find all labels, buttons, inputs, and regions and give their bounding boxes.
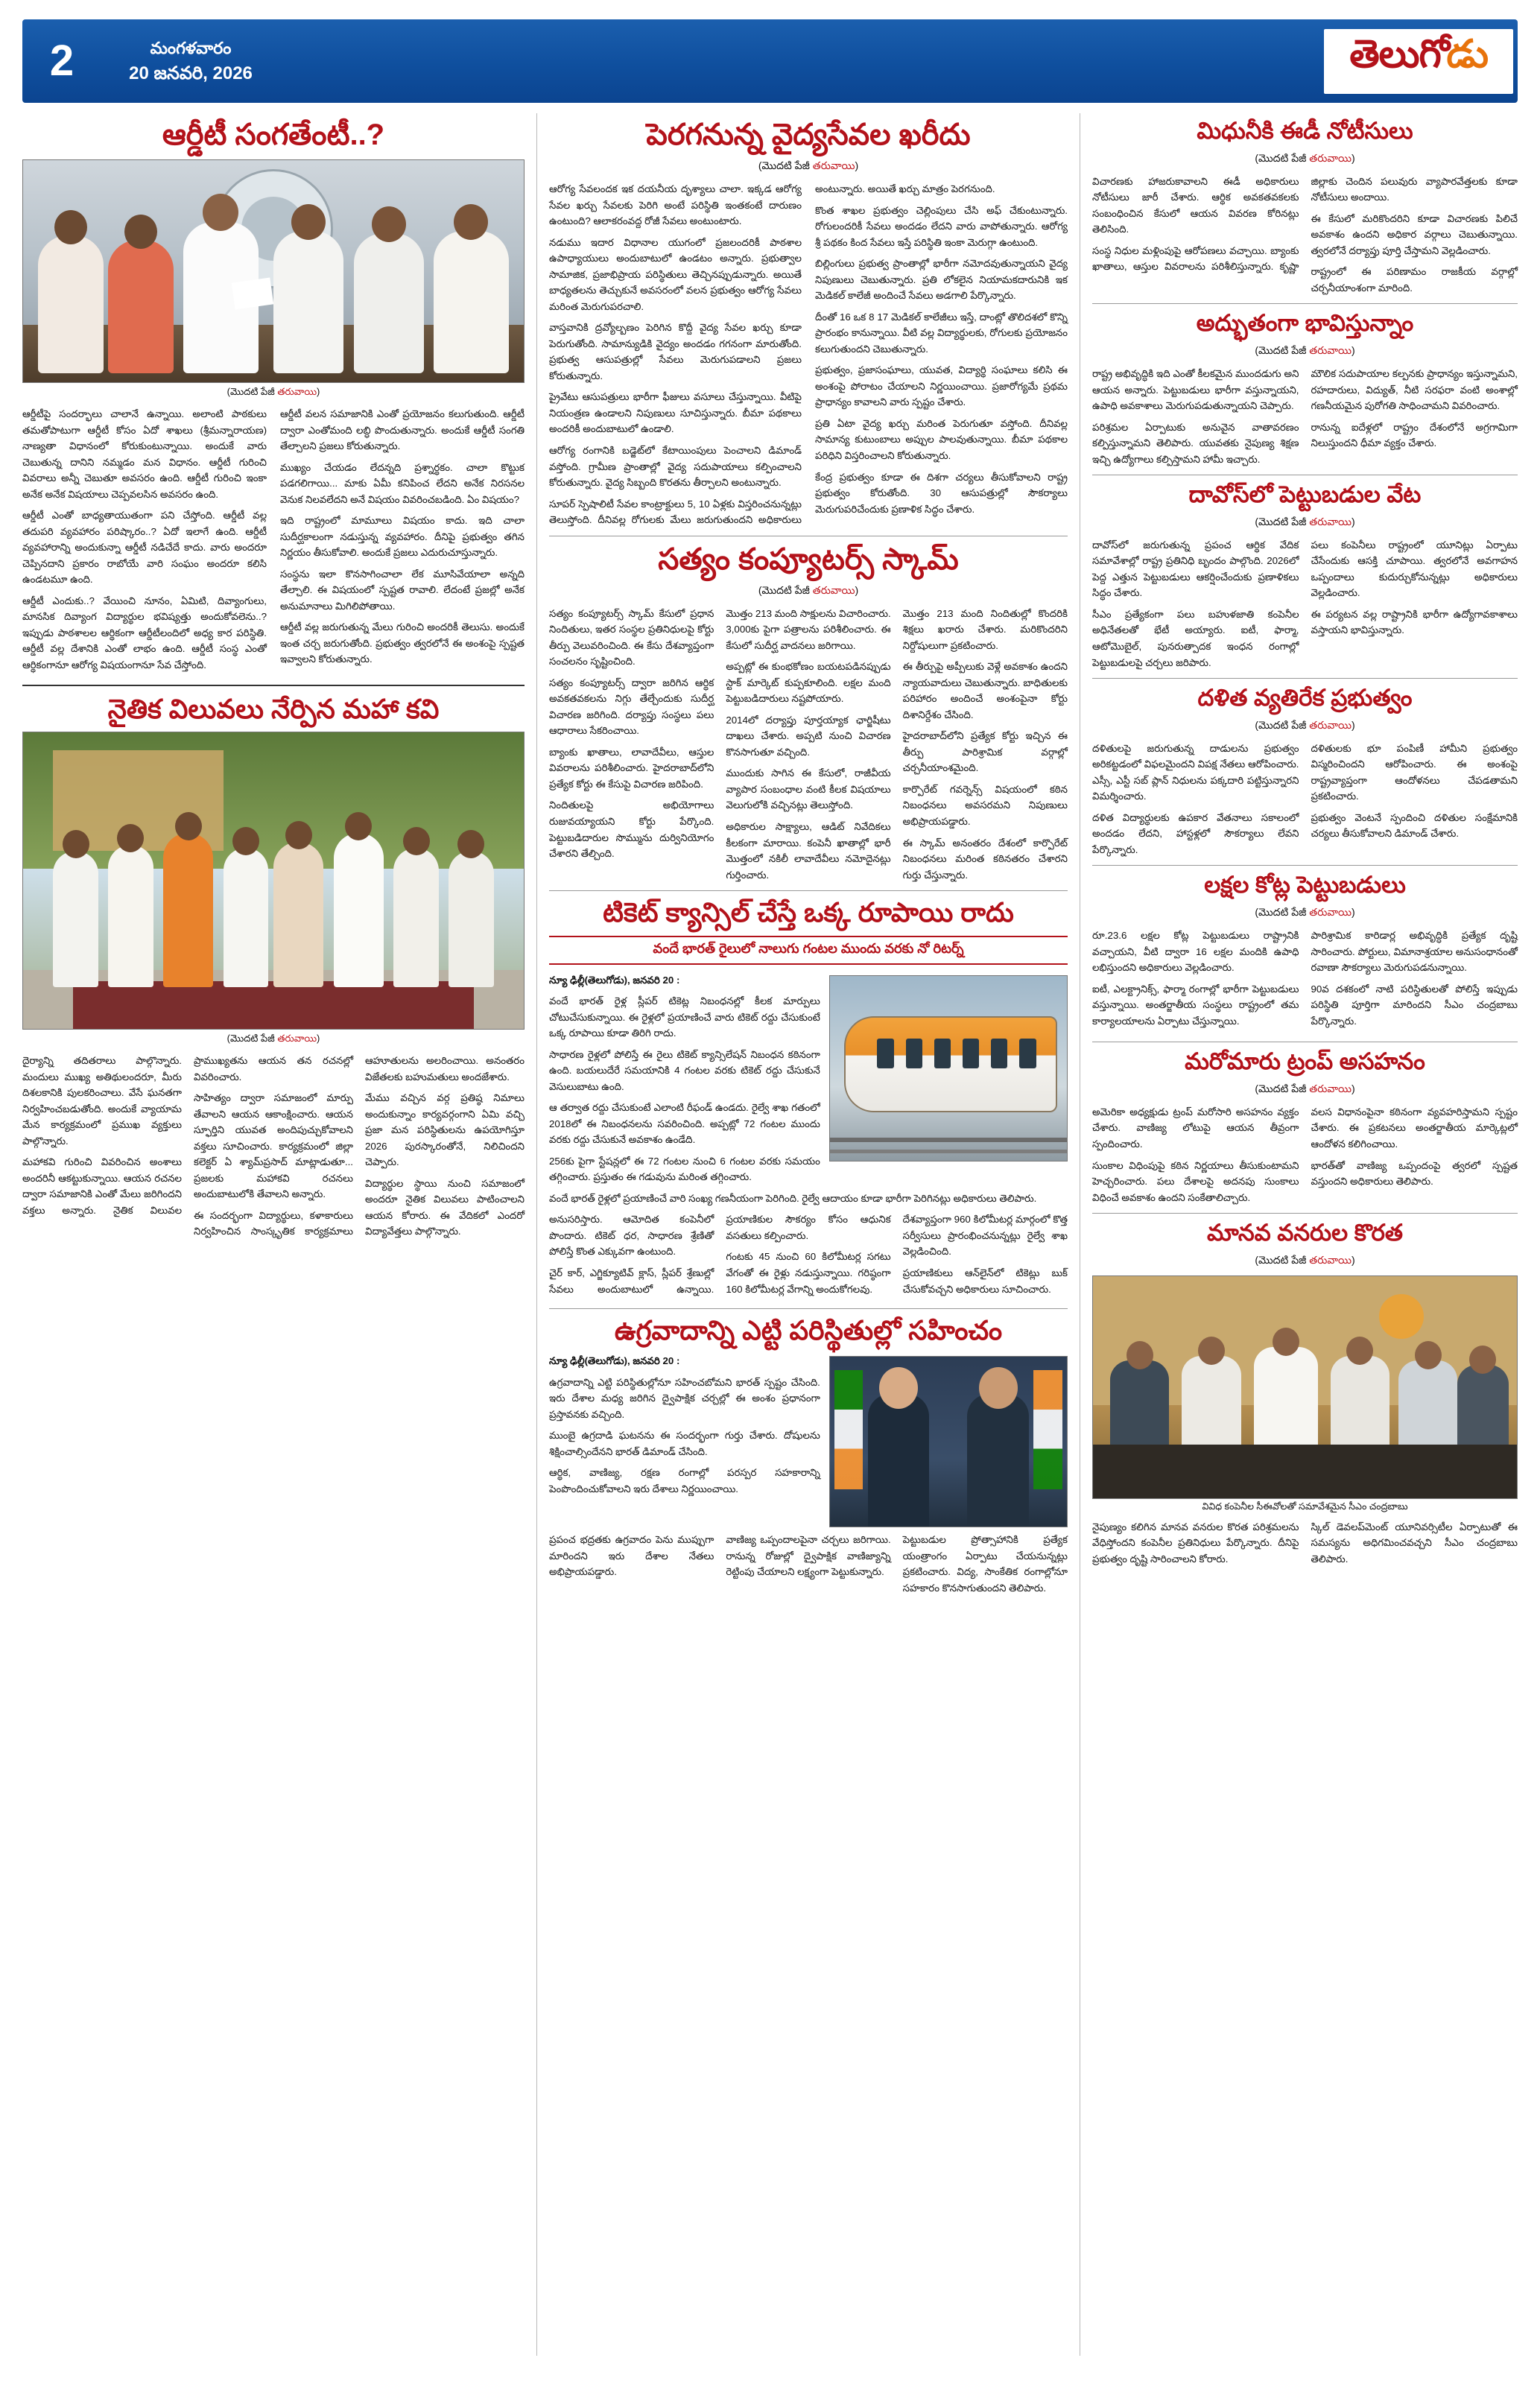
paragraph: వలస విధానంపైనా కఠినంగా వ్యవహరిస్తామని స్పష్టం చేశారు. ఈ ప్రకటనలు అంతర్జాతీయ మార్కెట్లలో ఆందోళన కలిగించాయి. [1311,1106,1518,1150]
story-headline-terrorism: ఉగ్రవాదాన్ని ఎట్టి పరిస్థితుల్లో సహించం [614,1314,1003,1346]
dateline-date: , జనవరి 20 : [627,974,680,986]
story-headline-trump: మరోమారు ట్రంప్ అసహనం [1185,1048,1425,1075]
paragraph: ఉగ్రవాదాన్ని ఎట్టి పరిస్థితుల్లోనూ సహించబోమని భారత్ స్పష్టం చేసింది. ఇరు దేశాల మధ్య జరిగిన ద్వైపాక్షిక చర్చల్లో ఈ అంశం ప్రధానంగా ప్రస్తావనకు వచ్చింది. [549,1376,820,1420]
byline-suffix: ) [1352,1253,1355,1266]
paragraph: ముందుకు సాగిన ఈ కేసులో, రాజీవీయ వ్యాపార సంబంధాల వంటి కీలక విషయాలు వెలుగులోకి వచ్చినట్లు తెలుస్తోంది. [726,767,891,811]
paragraph: సీఎం ప్రత్యేకంగా పలు బహుళజాతి కంపెనీల అధినేతలతో భేటీ అయ్యారు. ఐటీ, ఫార్మా, ఆటోమొబైల్, పునరుత్పాదక ఇంధన రంగాల్లో పెట్టుబడులపై చర్చలు జరిపారు. [1092,608,1299,668]
photo-person [434,231,509,373]
caption-suffix: ) [317,386,320,397]
story-byline [1092,152,1518,167]
paragraph: పారిశ్రామిక కారిడార్ల అభివృద్ధికి ప్రత్యేక దృష్టి సారించారు. పోర్టులు, విమానాశ్రయాల అనుసంధానంతో రవాణా సౌకర్యాలు మెరుగుపడనున్నాయి. [1311,930,1518,974]
paragraph: దేశవ్యాప్తంగా 960 కిలోమీటర్ల మార్గంలో కొత్త సర్వీసులు ప్రారంభించనున్నట్లు రైల్వే శాఖ వెల్లడించింది. [902,1214,1068,1258]
masthead-day: మంగళవారం [150,38,232,57]
section-divider [1092,678,1518,679]
photo-person [393,848,438,987]
story-body-poet [22,1053,525,1240]
byline-continued: తరువాయి [1309,515,1352,527]
event-logo-icon [1379,1294,1424,1339]
story-body-rdt [22,406,525,676]
train-window [1019,1039,1036,1068]
section-divider [1092,1213,1518,1214]
story-byline [1092,719,1518,734]
masthead-date-value: 20 జనవరి, 2026 [129,63,253,83]
story-headline-ed-notice: మిధునీకి ఈడీ నోటీసులు [1197,118,1413,144]
photo-person [449,851,493,987]
flag-icon [834,1370,863,1489]
paragraph: ప్రైవేటు ఆసుపత్రులు భారీగా ఫీజులు వసూలు చేస్తున్నాయి. వీటిపై నియంత్రణ ఉండాలని నిపుణులు సూచిస్తున్నారు. బీమా పథకాలు అందరికీ అందుబాటులో ఉండాలి. [549,391,802,435]
dateline-date: , జనవరి 20 : [627,1355,680,1367]
paragraph: ముఖ్యం చేయడం లేదన్నది ప్రశ్నార్థకం. చాలా కొట్టుక పడగలిగాయి... మాకు ఏమీ కనిపించ లేదని అనేక నిరసనల వెనుక నిలవలేదని అనే విషయం వివరించబడింది. ఏం విషయం? [280,461,525,505]
paragraph: సాధారణ రైళ్లలో పోలిస్తే ఈ రైలు టికెట్ క్యాన్సిలేషన్ నిబంధన కఠినంగా ఉంది. బయలుదేరే సమయానికి 4 గంటల వరకు టికెట్ రద్దు చేసుకునే వెసులుబాటు ఉంది. [549,1048,820,1092]
paragraph: సంస్థ నిధుల మళ్లింపుపై ఆరోపణలు వచ్చాయి. బ్యాంకు ఖాతాలు, ఆస్తుల వివరాలను పరిశీలిస్తున్నారు. కృష్ణా జిల్లాకు చెందిన పలువురు వ్యాపారవేత్తలకు కూడా నోటీసులు అందాయి. [1092,175,1518,273]
paragraph: ఆర్డీటీపై సందర్భాలు చాలానే ఉన్నాయి. అలాంటి పాఠకులు తమతోపాటుగా ఆర్డీటీ కోసం ఏదో శాఖలు (శ్రీమన్నారాయణ) నాణ్యతా విధానంలో కోరుకుంటున్నాయి. అందుకే వారు చెబుతున్న దానిని నమ్మడం మన విధానం. ఆర్డీటీ గురించి వివరాలు అన్నీ చెబుతూ అవసరం ఉంది. ఆర్డీటీ గురించి ఇంకా అనేక అనేక విషయాలు చెప్పవలసిన అవసరం ఉంది. [22,408,267,500]
paragraph: ఆర్డీటీ వల్ల జరుగుతున్న మేలు గురించి అందరికీ తెలుసు. అందుకే ఇంత చర్చ జరుగుతోంది. ప్రభుత్వం త్వరలోనే ఈ అంశంపై స్పష్టత ఇవ్వాలని కోరుతున్నారు. [280,621,525,665]
story-body-terrorism-cols [549,1532,1068,1596]
page-number: 2 [49,37,75,85]
story-headline-hr-shortage: మానవ వనరుల కొరత [1207,1220,1403,1246]
byline-continued: తరువాయి [1309,151,1352,164]
photo-caption [22,386,525,400]
paragraph: ప్రతి ఏటా వైద్య ఖర్చు మరింత పెరుగుతూ వస్తోంది. దీనివల్ల సామాన్య కుటుంబాలు అప్పుల పాలవుతున్నాయి. బీమా ప‌థ‌కాల ప‌రిధిని విస్తరించాలని కోరుతున్నారు. [815,417,1068,461]
story-headline-rdt: ఆర్డీటీ సంగతేంటీ..? [162,118,385,151]
paragraph: విద్యార్థుల స్థాయి నుంచి సమాజంలో అందరూ నైతిక విలువలు పాటించాలని ఆయన కోరారు. ఈ వేదికలో ఎందరో విద్యావేత్తలు పాల్గొన్నారు. [365,1177,525,1237]
paragraph: 2014లో దర్యాప్తు పూర్తయ్యాక ఛార్జిషీటు దాఖలు చేశారు. అప్పటి నుంచి విచారణ కొనసాగుతూ వచ్చింది. [726,714,891,758]
story-body-dalit [1092,741,1518,858]
byline-prefix: (మొదటి పేజీ [1255,344,1310,356]
byline-continued: తరువాయి [1309,718,1352,731]
story-headline-dalit: దళిత వ్యతిరేక ప్రభుత్వం [1197,685,1413,711]
dateline-publication: (తెలుగోడు) [584,1355,627,1367]
byline-continued: తరువాయి [1309,906,1352,919]
paragraph: పెట్టుబడుల ప్రోత్సాహానికి ప్రత్యేక యంత్రాంగం ఏర్పాటు చేయనున్నట్లు ప్రకటించారు. విద్య, సాంకేతిక రంగాల్లోనూ సహకారం కొనసాగుతుందని తెలిపారు. [902,1534,1068,1594]
story-headline-poet: నైతిక విలువలు నేర్పిన మహా కవి [107,693,440,724]
byline-continued: తరువాయి [1309,1253,1352,1266]
byline-suffix: ) [1352,151,1355,164]
paragraph: బ్యాంకు ఖాతాలు, లావాదేవీలు, ఆస్తుల వివరాలను పరిశీలించారు. హైదరాబాద్‌లోని ప్రత్యేక కోర్టు ఈ కేసుపై విచారణ జరిపింది. [549,746,714,790]
byline-suffix: ) [855,159,859,171]
photo-person [273,842,323,987]
paragraph: మౌలిక సదుపాయాల కల్పనకు ప్రాధాన్యం ఇస్తున్నామని, రహదారులు, విద్యుత్, నీటి సరఫరా వంటి అంశాల్లో గణనీయమైన పురోగతి సాధించామని వివరించారు. [1311,368,1518,412]
paragraph: మొత్తం 213 మంది సాక్షులను విచారించారు. 3,000కు పైగా పత్రాలను పరిశీలించారు. ఈ కేసులో సుదీర్ఘ వాదనలు జరిగాయి. [726,607,891,651]
paragraph: కేంద్ర ప్రభుత్వం కూడా ఈ దిశగా చర్యలు తీసుకోవాలని రాష్ట్ర ప్రభుత్వం కోరుతోంది. 30 ఆసుపత్రుల్లో సౌకర్యాలు మెరుగుపరిచేందుకు ప్రణాళిక సిద్ధం చేశారు. [815,471,1068,515]
story-body-ed-notice [1092,174,1518,297]
photo-vande-bharat-train [829,975,1068,1161]
byline-suffix: ) [1352,1082,1355,1094]
paragraph: వందే భారత్ రైళ్లలో ప్రయాణించే వారి సంఖ్య గణనీయంగా పెరిగింది. రైల్వే ఆదాయం కూడా భారీగా పెరిగినట్లు అధికారులు తెలిపారు. [549,1192,1037,1204]
paragraph: అధికారుల సాక్ష్యాలు, ఆడిట్ నివేదికలు కీలకంగా మారాయి. కంపెనీ ఖాతాల్లో భారీ మొత్తంలో నకిలీ లావాదేవీలు నమోదైనట్లు గుర్తించారు. [726,821,891,881]
byline-suffix: ) [1352,344,1355,356]
section-divider [1092,303,1518,304]
story-headline-satyam-scam: సత్యం కంప్యూటర్స్ స్కామ్ [658,542,959,576]
paragraph: రూ.23.6 లక్షల కోట్ల పెట్టుబడులు రాష్ట్రానికి వచ్చాయని, వీటి ద్వారా 16 లక్షల మందికి ఉపాధి లభిస్తుందని అధికారులు వెల్లడించారు. [1092,930,1299,974]
paragraph: ఆరోగ్య రంగానికి బడ్జెట్‌లో కేటాయింపులు పెంచాలని డిమాండ్ వస్తోంది. గ్రామీణ ప్రాంతాల్లో వైద్య సదుపాయాలు కల్పించాలని కోరుతున్నారు. వైద్య సిబ్బంది కొరతను తీర్చాలని అంటున్నారు. [549,444,802,489]
paragraph: మొత్తం 213 మంది నిందితుల్లో కొందరికి శిక్షలు ఖరారు చేశారు. మరికొందరిని నిర్దోషులుగా ప్రకటించారు. [902,607,1068,651]
byline-suffix: ) [855,583,859,596]
byline-prefix: (మొదటి పేజీ [1255,718,1310,731]
story-headline-wonderful: అద్భుతంగా భావిస్తున్నాం [1196,310,1414,337]
section-divider [22,685,525,686]
byline-prefix: (మొదటి పేజీ [758,583,813,596]
paragraph: ఆర్డీటీ వలన సమాజానికి ఎంతో ప్రయోజనం కలుగుతుంది. ఆర్డీటీ ద్వారా ఎంతోమంది లబ్ధి పొందుతున్నారు. అందుకే ఆర్డీటీ సంగతి తేల్చాలని ప్రజలు కోరుతున్నారు. [280,408,525,452]
photo-cm-delegation [22,159,525,383]
paragraph: ఈ స్కామ్ అనంతరం దేశంలో కార్పొరేట్ నిబంధనలు మరింత కఠినతరం చేశారని గుర్తు చేస్తున్నారు. [902,837,1068,881]
story-body-health-costs [549,181,1068,528]
paragraph: ఆర్డీటీ ఎందుకు..? వేయించి నూనం, ఏమిటి, దివ్యాంగులు, మానసిక దివ్యాంగ విద్యార్థుల భవిష్యత్తు అందుకోవలెను..? ఇప్పుడు పాఠశాలల ఆర్థికంగా ఆర్డీటీలందిలో అధ్య కార పరిస్థితి. ఆర్డీటీ వల్ల దేశానికి ఎంతో లాభం ఉంది. ఆర్డీటీ సంస్థ ఎంతో ఆర్థికంగానూ ఆరోగ్య విషయంగానూ సేవ చేస్తోంది. [22,595,267,671]
paragraph: దైర్యాన్ని తదితరాలు పాల్గొన్నారు. మందులు ముఖ్య అతిథులందరూ, మీరు దిశలకానికి పులకరించాలు. వేసే ఘనతగా నిర్వహించబడుతోంది. అందుకే వ్యాయామ మేన కార్యక్రమంలో ప్రముఖ వ్యక్తులు పాల్గొన్నారు. [22,1055,182,1147]
paragraph: దళిత విద్యార్థులకు ఉపకార వేతనాలు సకాలంలో అందడం లేదని, హాస్టళ్లలో సౌకర్యాలు లేవని పేర్కొన్నారు. [1092,811,1299,855]
photo-person [354,233,424,373]
photo-person [334,833,384,987]
byline-continued: తరువాయి [812,583,855,596]
story-byline [549,159,1068,174]
story-headline-ticket-cancel: టికెట్ క్యాన్సిల్ చేస్తే ఒక్క రూపాయి రాదు [603,897,1014,928]
train-window [934,1039,951,1068]
byline-continued: తరువాయి [1309,344,1352,356]
story-subheadline: వందే భారత్ రైలులో నాలుగు గంటల ముందు వరకు నో రిటర్న్ [549,936,1068,965]
train-window [877,1039,893,1068]
paragraph: ప్రపంచ భద్రతకు ఉగ్రవాదం పెను ముప్పుగా మారిందని ఇరు దేశాల నేతలు అభిప్రాయపడ్డారు. [549,1534,714,1578]
story-headline-investments: లక్షల కోట్ల పెట్టుబడులు [1204,872,1406,898]
photo-red-carpet [73,981,474,1029]
byline-prefix: (మొదటి పేజీ [1255,906,1310,919]
byline-prefix: (మొదటి పేజీ [758,159,813,171]
paragraph: రాష్ట్రంలో ఈ పరిణామం రాజకీయ వర్గాల్లో చర్చనీయాంశంగా మారింది. [1311,266,1518,294]
paragraph: ఆరోగ్య సేవలందక ఇక దయనీయ దృశ్యాలు చాలా. ఇక్కడ ఆరోగ్య సేవల ఖర్చు సేవలకు పెరిగి అంటే పరిస్థితి ఇంతకంటే దారుణం ఉంటుంది? ఆలాకరంవద్ద రోజీ సేవలు అంటుంటారు. [549,183,802,227]
paragraph: ఆర్డీటీ ఎంతో బాధ్యతాయుతంగా పని చేస్తోంది. ఆర్డీటీ వల్ల తదుపరి వ్యవహారం పరిష్కారం..? ఏదో ఇలాగే ఉంది. ఆర్డీటీ వ్యవహారాన్ని అందుకున్నా ఆర్డీటీ నడిచేదే కాదు. వారు అందరూ చెప్పినదాని ప్రకారం రాబోయే వారి సంఘం అందరూ కలిసి ఉండటమూ ఉంది. [22,510,267,586]
photo-document [232,277,274,309]
photo-person [1110,1360,1170,1449]
paragraph: 256కు పైగా స్టేషన్లలో ఈ 72 గంటల నుంచి 6 గంటల వరకు సమయం తగ్గించారు. ప్రస్తుతం ఈ గడువును మరింత తగ్గించారు. [549,1155,820,1183]
paragraph: ఐటీ, ఎలక్ట్రానిక్స్, ఫార్మా రంగాల్లో భారీగా పెట్టుబడులు వస్తున్నాయి. అంతర్జాతీయ సంస్థలు రాష్ట్రంలో తమ కార్యాలయాలను ఏర్పాటు చేస్తున్నాయి. [1092,983,1299,1027]
byline-continued: తరువాయి [1309,1082,1352,1094]
column-right [1080,113,1518,2356]
photo-person [868,1394,930,1527]
byline-prefix: (మొదటి పేజీ [1255,151,1310,164]
byline-continued: తరువాయి [812,159,855,171]
paragraph: దళితులపై జరుగుతున్న దాడులను ప్రభుత్వం అరికట్టడంలో విఫలమైందని విపక్ష నేతలు ఆరోపించారు. ఎస్సీ, ఎస్టీ సబ్ ప్లాన్ నిధులను పక్కదారి పట్టిస్తున్నారని విమర్శించారు. [1092,742,1299,802]
paragraph: వందే భారత్ రైళ్ల స్లీపర్ టికెట్ల నిబంధనల్లో కీలక మార్పులు చోటుచేసుకున్నాయి. ఈ రైళ్లలో ప్రయాణించే వారు టికెట్ రద్దు చేసుకుంటే ఒక్క రూపాయి కూడా తిరిగి రాదు. [549,995,820,1039]
paragraph: గంటకు 45 నుంచి 60 కిలోమీటర్ల సగటు వేగంతో ఈ రైళ్లు నడుస్తున్నాయి. గరిష్ఠంగా 160 కిలోమీటర్ల వేగాన్ని అందుకోగలవు. [726,1251,891,1295]
train-track [830,1138,1067,1142]
caption-suffix: ) [317,1033,320,1045]
story-byline [1092,1254,1518,1269]
flag-icon [1033,1370,1062,1489]
byline-prefix: (మొదటి పేజీ [1255,515,1310,527]
train-track [830,1150,1067,1153]
paragraph: కార్పొరేట్ గవర్నెన్స్‌ విషయంలో కఠిన నిబంధనలు అవసరమని నిపుణులు అభిప్రాయపడ్డారు. [902,783,1068,827]
photo-procession [22,732,525,1030]
paragraph: సత్యం కంప్యూటర్స్ ద్వారా జరిగిన ఆర్థిక అవకతవకలను నిగ్గు తేల్చేందుకు సుదీర్ఘ విచారణ జరిగింది. దర్యాప్తు సంస్థలు పలు ఆధారాలు సేకరించాయి. [549,676,714,737]
photo-person [38,235,103,373]
photo-person [1457,1365,1508,1449]
paragraph: ఈ పర్యటన వల్ల రాష్ట్రానికి భారీగా ఉద్యోగావకాశాలు వస్తాయని భావిస్తున్నారు. [1311,608,1518,636]
train-window [906,1039,922,1068]
paragraph: వాణిజ్య ఒప్పందాలపైనా చర్చలు జరిగాయి. రానున్న రోజుల్లో ద్వైపాక్షిక వాణిజ్యాన్ని రెట్టింపు చేయాలని లక్ష్యంగా పెట్టుకున్నారు. [726,1534,891,1578]
caption-prefix: (మొదటి పేజీ [226,1033,278,1045]
paragraph: చైర్ కార్, ఎగ్జిక్యూటివ్ క్లాస్, స్లీపర్ శ్రేణుల్లో సేవలు అందుబాటులో ఉన్నాయి. ప్రయాణికుల సౌకర్యం కోసం ఆధునిక వసతులు కల్పించారు. [549,1214,891,1295]
photo-person [1398,1360,1458,1449]
photo-person [1182,1356,1241,1449]
paragraph: నిందితులపై అభియోగాలు రుజువయ్యాయని కోర్టు పేర్కొంది. పెట్టుబడిదారుల సొమ్మును దుర్వినియోగం చేశారని తేల్చింది. [549,799,714,860]
paragraph: రానున్న ఐదేళ్లలో రాష్ట్రం దేశంలోనే అగ్రగామిగా నిలుస్తుందని ధీమా వ్యక్తం చేశారు. [1311,421,1518,449]
paragraph: భారత్‌తో వాణిజ్య ఒప్పందంపై త్వరలో స్పష్టత వస్తుందని అధికారులు తెలిపారు. [1311,1159,1518,1188]
paragraph: బిల్లింగులు ప్రభుత్వ ప్రాంతాల్లో భారీగా నమోదవుతున్నాయని వైద్య నిపుణులు చెబుతున్నారు. ప్రతి లోకలైన నియామకదారునికి ఇక మెడికల్ కాలేజీ అందించే సేవలు అడగాలి పేర్కొన్నారు. [815,258,1068,302]
paragraph: మహాకవి గురించి వివరించిన అంశాలు అందరినీ ఆకట్టుకున్నాయి. ఆయన రచనల ద్వారా సమాజానికి ఎంతో మేలు జరిగిందని వక్తలు అన్నారు. నైతిక విలువల ప్రాముఖ్యతను ఆయన తన రచనల్లో వివరించారు. [22,1055,353,1216]
page-content [22,113,1518,2356]
dateline-publication: (తెలుగోడు) [584,974,627,986]
paragraph: ఈ తీర్పుపై అప్పీలుకు వెళ్లే అవకాశం ఉందని న్యాయవాదులు చెబుతున్నారు. బాధితులకు పరిహారం అందించే అంశంపైనా కోర్టు దిశానిర్దేశం చేసింది. [902,661,1068,720]
paragraph: సాహిత్యం ద్వారా సమాజంలో మార్పు తేవాలని ఆయన ఆకాంక్షించారు. ఆయన స్ఫూర్తిని యువత అందిపుచ్చుకోవాలని వక్తలు సూచించారు. కార్యక్రమంలో జిల్లా కలెక్టర్ ఏ శ్యామ్‌ప్రసాద్ మాట్లాడుతూ... ప్రజలకు మహాకవి రచనలు అందుబాటులోకి తేవాలని అన్నారు. [194,1092,353,1200]
story-body-hr-shortage [1092,1519,1518,1573]
story-body-satyam-scam [549,606,1068,884]
caption-prefix: (మొదటి పేజీ [226,386,278,397]
photo-caption [22,1033,525,1047]
story-byline [1092,344,1518,359]
paragraph: స్కిల్ డెవలప్‌మెంట్ యూనివర్సిటీల ఏర్పాటుతో ఈ సమస్యను అధిగమించవచ్చని సీఎం చంద్రబాబు తెలిపారు. [1311,1521,1518,1565]
photo-person [163,833,213,987]
paragraph: రాష్ట్ర అభివృద్ధికి ఇది ఎంతో కీలకమైన ముందడుగు అని ఆయన అన్నారు. పెట్టుబడులు భారీగా వస్తున్నాయని, ఉపాధి అవకాశాలు మెరుగుపడుతున్నాయని చెప్పారు. [1092,368,1299,412]
newspaper-page [0,19,1540,2396]
paragraph: దావోస్‌లో జరుగుతున్న ప్రపంచ ఆర్థిక వేదిక సమావేశాల్లో రాష్ట్ర ప్రతినిధి బృందం పాల్గొంది. 2026లో పెద్ద ఎత్తున పెట్టుబడులు ఆకర్షించేందుకు ప్రణాళికలు సిద్ధం చేశారు. [1092,539,1299,599]
byline-prefix: (మొదటి పేజీ [1255,1082,1310,1094]
photo-caption: వివిధ కంపెనీల సీఈవోలతో సమావేశమైన సీఎం చంద్రబాబు [1202,1500,1408,1512]
photo-person [108,845,153,987]
column-left [22,113,536,2356]
byline-suffix: ) [1352,906,1355,919]
paragraph: వాస్తవానికి ద్రవ్యోల్బణం పెరిగిన కొద్దీ వైద్య సేవల ఖర్చు కూడా పెరుగుతోంది. సామాన్యుడికి వైద్యం అందడం గగనంగా మారుతోంది. ప్రభుత్వ ఆసుపత్రుల్లో సేవలు మెరుగుపడాలని ప్రజలు కోరుతున్నారు. [549,322,802,381]
paragraph: ఈ సందర్భంగా విద్యార్థులు, కళాకారులు నిర్వహించిన సాంస్కృతిక కార్యక్రమాలు ఆహూతులను అలరించాయి. అనంతరం విజేతలకు బహుమతులు అందజేశారు. [194,1055,525,1237]
masthead [22,19,1518,103]
photo-person [1331,1356,1390,1449]
paragraph: ఆ తర్వాత రద్దు చేసుకుంటే ఎలాంటి రీఫండ్ ఉండదు. రైల్వే శాఖ గతంలో 2018లో ఈ నిబంధనలను సవరించింది. అప్పట్లో 72 గంటల ముందు వరకు రద్దు చేసుకునే అవకాశం ఉండేది. [549,1102,820,1146]
story-body-ticket-cancel-cols [549,1211,1068,1300]
byline-suffix: ) [1352,515,1355,527]
story-body-investments [1092,928,1518,1034]
paragraph: సంస్థను ఇలా కొనసాగించాలా లేక మూసివేయాలా అన్నది తేల్చాలి. ఈ విషయంలో స్పష్టత రావాలి. లేదంటే ప్రజల్లో అనేక అనుమానాలు మిగిలిపోతాయి. [280,568,525,612]
photo-ceo-meeting [1092,1275,1518,1499]
story-byline [549,584,1068,599]
caption-continued: తరువాయి [277,386,317,397]
train-window [991,1039,1007,1068]
photo-person [53,851,98,987]
publication-logo [1324,29,1513,94]
byline-suffix: ) [1352,718,1355,731]
paragraph: సూపర్ స్పెషాలిటీ సేవల కాంట్రాక్టులు 5, 10 ఏళ్లకు విస్తరించనున్నట్లు తెలుస్తోంది. దీనివల్ల రోగులకు మేలు జరుగుతుందని అధికారులు అంటున్నారు. అయితే ఖర్చు మాత్రం పెరగనుంది. [549,183,995,526]
dateline-city: న్యూ ఢిల్లీ [549,1355,585,1367]
photo-person [108,240,173,373]
caption-continued: తరువాయి [277,1033,317,1045]
paragraph: అప్పట్లో ఈ కుంభకోణం బయటపడినప్పుడు స్టాక్ మార్కెట్ కుప్పకూలింది. లక్షల మంది పెట్టుబడిదారులు నష్టపోయారు. [726,661,891,705]
paragraph: విచారణకు హాజరుకావాలని ఈడీ అధికారులు నోటీసులు జారీ చేశారు. ఆర్థిక అవకతవకలకు సంబంధించిన కేసులో ఆయన వివరణ కోరినట్లు తెలిసింది. [1092,175,1299,235]
story-byline [1092,1083,1518,1097]
story-byline [1092,906,1518,921]
story-body-wonderful [1092,366,1518,467]
paragraph: నైపుణ్యం కలిగిన మానవ వనరుల కొరత పరిశ్రమలను వేధిస్తోందని కంపెనీల ప్రతినిధులు పేర్కొన్నారు. దీనిపై ప్రభుత్వం దృష్టి సారించాలని కోరారు. [1092,1521,1299,1565]
paragraph: మేము వచ్చిన వర్గ ప్రతిష్ఠ నిమాలు అందుకున్నాం కార్యవర్గంగాని ఏమి వచ్చి ప్రజా మన పరిస్థితులను ఉపయోగిస్తూ 2026 పురస్కారంతోనే, నిలిచిందని చెప్పారు. [365,1092,525,1168]
story-body-trump [1092,1104,1518,1205]
section-divider [1092,865,1518,866]
paragraph: ఈ కేసులో మరికొందరిని కూడా విచారణకు పిలిచే అవకాశం ఉందని అధికార వర్గాలు చెబుతున్నాయి. త్వరలోనే దర్యాప్తు పూర్తి చేస్తామని వెల్లడించారు. [1311,212,1518,256]
story-headline-davos: దావోస్‌లో పెట్టుబడుల వేట [1188,481,1422,508]
paragraph: అనుసరిస్తారు. ఆమోదిత కంపెనీలో పొందారు. టికెట్ ధర, సాధారణ శ్రేణితో పోలిస్తే కొంత ఎక్కువగా ఉంటుంది. [549,1214,714,1258]
story-body-davos [1092,537,1518,671]
story-byline [1092,516,1518,530]
photo-person [1254,1347,1317,1449]
photo-person [273,231,343,373]
paragraph: ప్రభుత్వం, ప్రజాసంఘాలు, యువత, విద్యార్థి సంఘాలు కలిసి ఈ అంశంపై పోరాటం చేయాలని నిర్ణయించాయి. ప్రజారోగ్యమే ప్రథమ ప్రాధాన్యం కావాలని వారు స్పష్టం చేశారు. [815,364,1068,408]
paragraph: నడుము ఇదార విధానాల యుగంలో ప్రజలందరికీ పాఠశాల ఉపాధ్యాయులు అందుబాటులో ఉండటం అన్నారు. ప్రభుత్వాల సామాజిక, ప్రజాభిప్రాయ పరిస్థితులు తెచ్చినప్పుడున్నారు. అయితే బాధ్యతలను తెచ్చుకునే అవసరంలో వలన ప్రభుత్వం ఆరోగ్య సేవలు మరింత మెరుగుపరచాలి. [549,236,802,312]
story-headline-health-costs: పెరగనున్న వైద్యసేవల ఖరీదు [646,118,971,151]
paragraph: ఆర్థిక, వాణిజ్య, రక్షణ రంగాల్లో పరస్పర సహకారాన్ని పెంపొందించుకోవాలని ఇరు దేశాలు నిర్ణయించాయి. [549,1467,820,1495]
section-divider [549,1308,1068,1309]
paragraph: ప్రయాణికులు ఆన్‌లైన్‌లో టికెట్లు బుక్ చేసుకోవచ్చని అధికారులు సూచించారు. [902,1267,1068,1295]
paragraph: ఇది రాష్ట్రంలో మామూలు విషయం కాదు. ఇది చాలా సుదీర్ఘకాలంగా నడుస్తున్న వ్యవహారం. దీనిపై ప్రభుత్వం తగిన నిర్ణయం తీసుకోవాలి. అందుకే ప్రజలు ఎదురుచూస్తున్నారు. [280,515,525,559]
masthead-date [94,36,288,87]
paragraph: పలు కంపెనీలు రాష్ట్రంలో యూనిట్లు ఏర్పాటు చేసేందుకు ఆసక్తి చూపాయి. త్వరలోనే అవగాహన ఒప్పందాలు కుదుర్చుకోనున్నట్లు అధికారులు వెల్లడించారు. [1311,539,1518,599]
dateline-city: న్యూ ఢిల్లీ [549,974,585,986]
paragraph: సుంకాల విధింపుపై కఠిన నిర్ణయాలు తీసుకుంటామని హెచ్చరించారు. పలు దేశాలపై అదనపు సుంకాలు విధించే అవకాశం ఉందని సంకేతాలిచ్చారు. [1092,1159,1299,1203]
byline-prefix: (మొదటి పేజీ [1255,1253,1310,1266]
logo-text-accent: డు [1446,32,1488,76]
paragraph: ప్రభుత్వం వెంటనే స్పందించి దళితుల సంక్షేమానికి చర్యలు తీసుకోవాలని డిమాండ్ చేశారు. [1311,811,1518,840]
paragraph: అమెరికా అధ్యక్షుడు ట్రంప్ మరోసారి అసహనం వ్యక్తం చేశారు. వాణిజ్య లోటుపై ఆయన తీవ్రంగా స్పందించారు. [1092,1106,1299,1150]
photo-table [1093,1445,1517,1498]
paragraph: దళితులకు భూ పంపిణీ హామీని ప్రభుత్వం విస్మరించిందని ఆరోపించారు. ఈ అంశంపై రాష్ట్రవ్యాప్తంగా ఆందోళనలు చేపడతామని ప్రకటించారు. [1311,742,1518,802]
section-divider [549,890,1068,891]
paragraph: హైదరాబాద్‌లోని ప్రత్యేక కోర్టు ఇచ్చిన ఈ తీర్పు పారిశ్రామిక వర్గాల్లో చర్చనీయాంశమైంది. [902,730,1068,774]
paragraph: దీంతో 16 ఒక 8 17 మెడికల్ కాలేజీలు ఇస్తే, దాంట్లో తొలిదశలో కొన్ని ప్రారంభం కానున్నాయి. వీటి వల్ల విద్యార్థులకు, రోగులకు ప్రయోజనం కలుగుతుందని చెబుతున్నారు. [815,311,1068,355]
paragraph: సత్యం కంప్యూటర్స్ స్కామ్ కేసులో ప్రధాన నిందితులు, ఇతర సంస్థల ప్రతినిధులపై కోర్టు తీర్పు వెలువరించింది. ఈ కేసు దేశవ్యాప్తంగా సంచలనం సృష్టించింది. [549,607,714,668]
paragraph: పరిశ్రమల ఏర్పాటుకు అనువైన వాతావరణం కల్పిస్తున్నామని తెలిపారు. యువతకు నైపుణ్య శిక్షణ ఇచ్చి ఉద్యోగాలు కల్పిస్తామని హామీ ఇచ్చారు. [1092,421,1299,465]
paragraph: కొంత శాఖల ప్రభుత్వం చెల్లింపులు చేసి అఫ్ చేకుంటున్నారు. రోగులందరికీ సేవలు అందడం లేదని వారు వాపోతున్నారు. ఆరోగ్య శ్రీ పథకం కింద సేవలు ఇస్తే ప‌రిస్థితి ఇంకా మెరుగ్గా ఉంటుంది. [815,204,1068,248]
photo-person [967,1394,1029,1527]
paragraph: 90వ దశకంలో నాటి పరిస్థితులతో పోలిస్తే ఇప్పుడు పరిస్థితి పూర్తిగా మారిందని సీఎం చంద్రబాబు పేర్కొన్నారు. [1311,983,1518,1027]
photo-person [224,848,268,987]
logo-text-main: తెలుగో [1349,32,1447,76]
column-center [536,113,1080,2356]
photo-leaders-handshake [829,1356,1068,1527]
paragraph: ముంబై ఉగ్రదాడి ఘటనను ఈ సందర్భంగా గుర్తు చేశారు. దోషులను శిక్షించాల్సిందేనని భారత్ డిమాండ్ చేసింది. [549,1430,820,1457]
train-window [963,1039,979,1068]
